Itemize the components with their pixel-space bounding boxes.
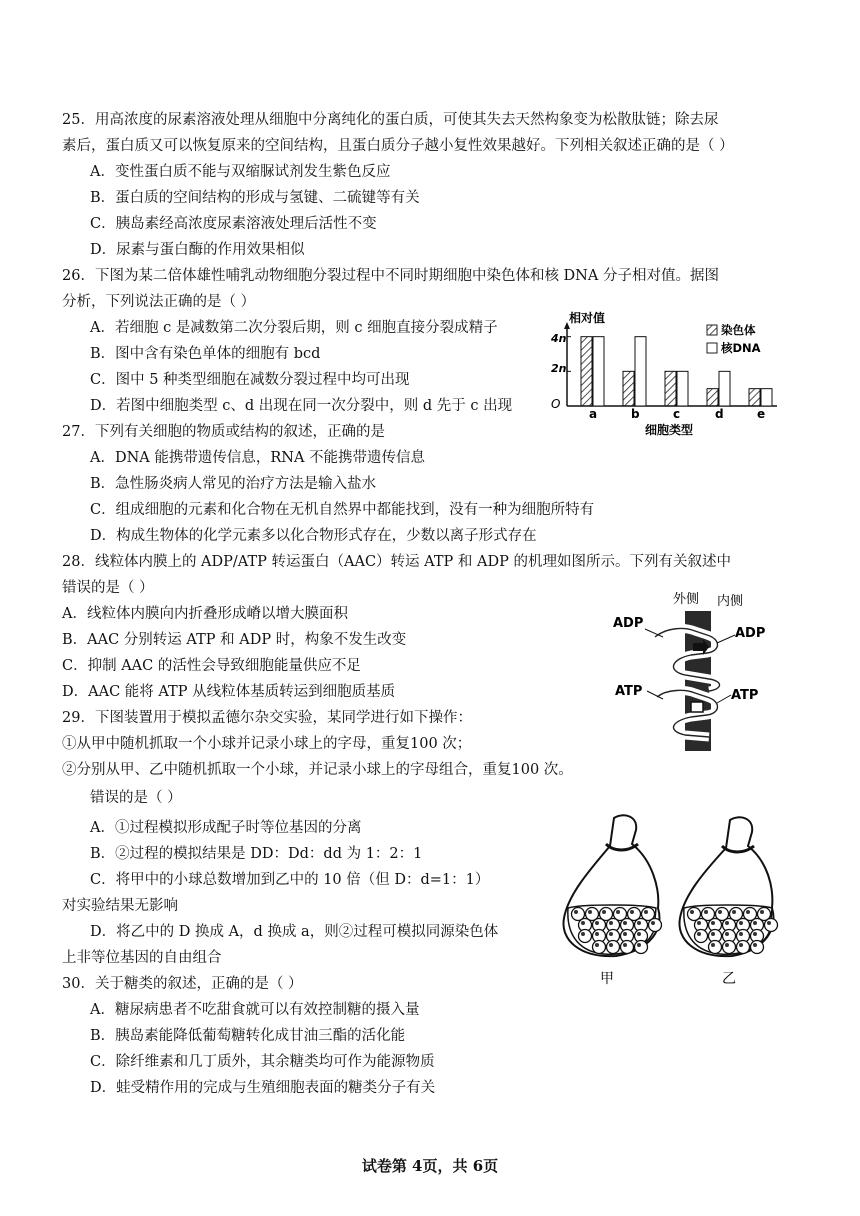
q29-option-c-line2: 对实验结果无影响	[62, 898, 178, 914]
chart-xtick-a: a	[589, 407, 598, 421]
q28-option-b: B．AAC 分别转运 ATP 和 ADP 时，构象不发生改变	[62, 632, 407, 648]
q28-option-a: A．线粒体内膜向内折叠形成嵴以增大膜面积	[62, 606, 348, 622]
q29-stem-line2: 错误的是（ ）	[90, 790, 182, 806]
ball-shade-icon	[574, 910, 578, 914]
ball-shade-icon	[623, 943, 627, 947]
ball-shade-icon	[609, 943, 613, 947]
chart-xtick-c: c	[673, 407, 681, 421]
q29-option-c-line1: C．将甲中的小球总数增加到乙中的 10 倍（但 D：d=1：1）	[90, 872, 490, 888]
bag-jia-label: 甲	[600, 971, 614, 987]
ball-shade-icon	[725, 921, 729, 925]
chart-xtick-d: d	[715, 407, 724, 421]
ball-icon	[607, 941, 620, 954]
ball-shade-icon	[644, 910, 648, 914]
aac-membrane-diagram	[605, 585, 790, 755]
q28-option-c: C．抑制 AAC 的活性会导致细胞能量供应不足	[62, 658, 361, 674]
bag-jia	[563, 815, 661, 956]
bar-d-dna	[719, 371, 730, 406]
q25-option-c: C．胰岛素经高浓度尿素溶液处理后活性不变	[90, 216, 377, 232]
ball-icon	[635, 941, 648, 954]
adp-left-label: ADP	[613, 616, 644, 631]
atp-transport-box	[691, 702, 703, 712]
q26-option-a: A．若细胞 c 是减数第二次分裂后期，则 c 细胞直接分裂成精子	[90, 320, 498, 336]
q27-option-b: B．急性肠炎病人常见的治疗方法是输入盐水	[90, 476, 377, 492]
q27-stem-line1: 27．下列有关细胞的物质或结构的叙述，正确的是	[62, 424, 385, 440]
ball-shade-icon	[711, 932, 715, 936]
chart-xlabel: 细胞类型	[645, 423, 694, 437]
ball-shade-icon	[711, 921, 715, 925]
bar-d-chromosome	[707, 389, 718, 406]
ball-shade-icon	[637, 943, 641, 947]
q28-stem-line2: 错误的是（ ）	[62, 580, 154, 596]
ball-icon	[723, 941, 736, 954]
atp-right-label: ATP	[731, 688, 759, 703]
chart-origin: O	[551, 397, 561, 411]
ball-icon	[621, 941, 634, 954]
ball-icon	[593, 941, 606, 954]
membrane-inside-label: 内侧	[717, 594, 744, 609]
bar-b-dna	[635, 337, 646, 406]
bar-e-chromosome	[749, 389, 760, 406]
q27-option-a: A．DNA 能携带遗传信息，RNA 不能携带遗传信息	[90, 450, 426, 466]
q30-option-a: A．糖尿病患者不吃甜食就可以有效控制糖的摄入量	[90, 1002, 420, 1018]
bar-c-dna	[677, 371, 688, 406]
ball-shade-icon	[630, 910, 634, 914]
ball-shade-icon	[595, 921, 599, 925]
q30-option-b: B．胰岛素能降低葡萄糖转化成甘油三酯的活化能	[90, 1028, 406, 1044]
ball-shade-icon	[637, 932, 641, 936]
ball-shade-icon	[711, 943, 715, 947]
bar-a-dna	[593, 337, 604, 406]
membrane-outside-label: 外侧	[673, 592, 700, 607]
legend-chrom-swatch	[707, 325, 717, 335]
bar-c-chromosome	[665, 371, 676, 406]
q26-option-b: B．图中含有染色单体的细胞有 bcd	[90, 346, 321, 362]
ball-shade-icon	[623, 932, 627, 936]
q26-stem-line2: 分析，下列说法正确的是（ ）	[62, 294, 256, 310]
chart-ylabel: 相对值	[569, 311, 606, 325]
ball-icon	[751, 941, 764, 954]
bag-yi	[679, 817, 777, 956]
q27-option-d: D．构成生物体的化学元素多以化合物形式存在，少数以离子形式存在	[90, 528, 537, 544]
ball-shade-icon	[732, 910, 736, 914]
ball-shade-icon	[739, 943, 743, 947]
q29-step2: ②分别从甲、乙中随机抓取一个小球，并记录小球上的字母组合，重复100 次。	[62, 762, 573, 778]
q26-option-d: D．若图中细胞类型 c、d 出现在同一次分裂中，则 d 先于 c 出现	[90, 398, 513, 414]
q28-stem-line1: 28．线粒体内膜上的 ADP/ATP 转运蛋白（AAC）转运 ATP 和 ADP 的机理如图所示。下列有关叙述中	[62, 554, 731, 570]
q26-option-c: C．图中 5 种类型细胞在减数分裂过程中均可出现	[90, 372, 410, 388]
page-footer: 试卷第 4页，共 6页	[361, 1157, 499, 1175]
ball-shade-icon	[609, 932, 613, 936]
ball-shade-icon	[697, 921, 701, 925]
ball-shade-icon	[725, 932, 729, 936]
bar-e-dna	[761, 389, 772, 406]
ball-shade-icon	[616, 910, 620, 914]
q29-option-a: A．①过程模拟形成配子时等位基因的分离	[90, 820, 362, 836]
bar-a-chromosome	[581, 337, 592, 406]
q29-option-d-line2: 上非等位基因的自由组合	[62, 950, 222, 966]
ball-shade-icon	[690, 910, 694, 914]
ball-shade-icon	[595, 943, 599, 947]
q29-stem-line1: 29．下图装置用于模拟孟德尔杂交实验，某同学进行如下操作：	[62, 710, 472, 726]
ball-shade-icon	[753, 921, 757, 925]
legend-dna-swatch	[707, 343, 717, 353]
ball-shade-icon	[588, 910, 592, 914]
ball-shade-icon	[718, 910, 722, 914]
ball-shade-icon	[623, 921, 627, 925]
q28-option-d: D．AAC 能将 ATP 从线粒体基质转运到细胞质基质	[62, 684, 396, 700]
ball-icon	[579, 930, 592, 943]
q30-stem-line1: 30．关于糖类的叙述，正确的是（ ）	[62, 976, 303, 992]
q30-option-d: D．蛙受精作用的完成与生殖细胞表面的糖类分子有关	[90, 1080, 436, 1096]
q25-stem-line2: 素后，蛋白质又可以恢复原来的空间结构，且蛋白质分子越小复性效果越好。下列相关叙述正确的是（ ）	[62, 138, 734, 154]
bar-b-chromosome	[623, 371, 634, 406]
ball-shade-icon	[767, 921, 771, 925]
ball-shade-icon	[637, 921, 641, 925]
chart-ytick-2n: 2n	[551, 362, 567, 375]
ball-icon	[737, 941, 750, 954]
ball-shade-icon	[739, 921, 743, 925]
ball-shade-icon	[609, 921, 613, 925]
ball-icon	[709, 941, 722, 954]
q25-option-b: B．蛋白质的空间结构的形成与氢键、二硫键等有关	[90, 190, 420, 206]
ball-shade-icon	[651, 921, 655, 925]
chart-xtick-b: b	[631, 407, 640, 421]
bag-yi-label: 乙	[722, 971, 736, 987]
ball-shade-icon	[595, 932, 599, 936]
q26-stem-line1: 26．下图为某二倍体雄性哺乳动物细胞分裂过程中不同时期细胞中染色体和核 DNA 分子相对值。据图	[62, 268, 719, 284]
q29-option-d-line1: D．将乙中的 D 换成 A，d 换成 a，则②过程可模拟同源染色体	[90, 924, 499, 940]
ball-shade-icon	[602, 910, 606, 914]
ball-shade-icon	[760, 910, 764, 914]
q30-option-c: C．除纤维素和几丁质外，其余糖类均可作为能源物质	[90, 1054, 435, 1070]
cell-type-bar-chart	[545, 308, 805, 440]
ball-shade-icon	[753, 943, 757, 947]
chart-ytick-4n: 4n	[551, 332, 567, 345]
ball-shade-icon	[704, 910, 708, 914]
ball-shade-icon	[581, 932, 585, 936]
q29-step1: ①从甲中随机抓取一个小球并记录小球上的字母，重复100 次；	[62, 736, 472, 752]
legend-dna-label: 核DNA	[721, 341, 761, 355]
ball-shade-icon	[753, 932, 757, 936]
atp-left-label: ATP	[615, 684, 643, 699]
ball-shade-icon	[581, 921, 585, 925]
q25-stem-line1: 25．用高浓度的尿素溶液处理从细胞中分离纯化的蛋白质，可使其失去天然构象变为松散肽链；除去尿	[62, 112, 719, 128]
ball-icon	[765, 919, 778, 932]
ball-shade-icon	[725, 943, 729, 947]
q25-option-a: A．变性蛋白质不能与双缩脲试剂发生紫色反应	[90, 164, 391, 180]
bags-diagram	[552, 808, 814, 990]
ball-shade-icon	[746, 910, 750, 914]
legend-chrom-label: 染色体	[721, 323, 756, 337]
adp-right-label: ADP	[735, 626, 766, 641]
ball-shade-icon	[739, 932, 743, 936]
q27-option-c: C．组成细胞的元素和化合物在无机自然界中都能找到，没有一种为细胞所特有	[90, 502, 595, 518]
ball-icon	[649, 919, 662, 932]
ball-icon	[695, 930, 708, 943]
q29-option-b: B．②过程的模拟结果是 DD：Dd：dd 为 1：2：1	[90, 846, 423, 862]
q25-option-d: D．尿素与蛋白酶的作用效果相似	[90, 242, 305, 258]
chart-xtick-e: e	[757, 407, 766, 421]
ball-shade-icon	[697, 932, 701, 936]
